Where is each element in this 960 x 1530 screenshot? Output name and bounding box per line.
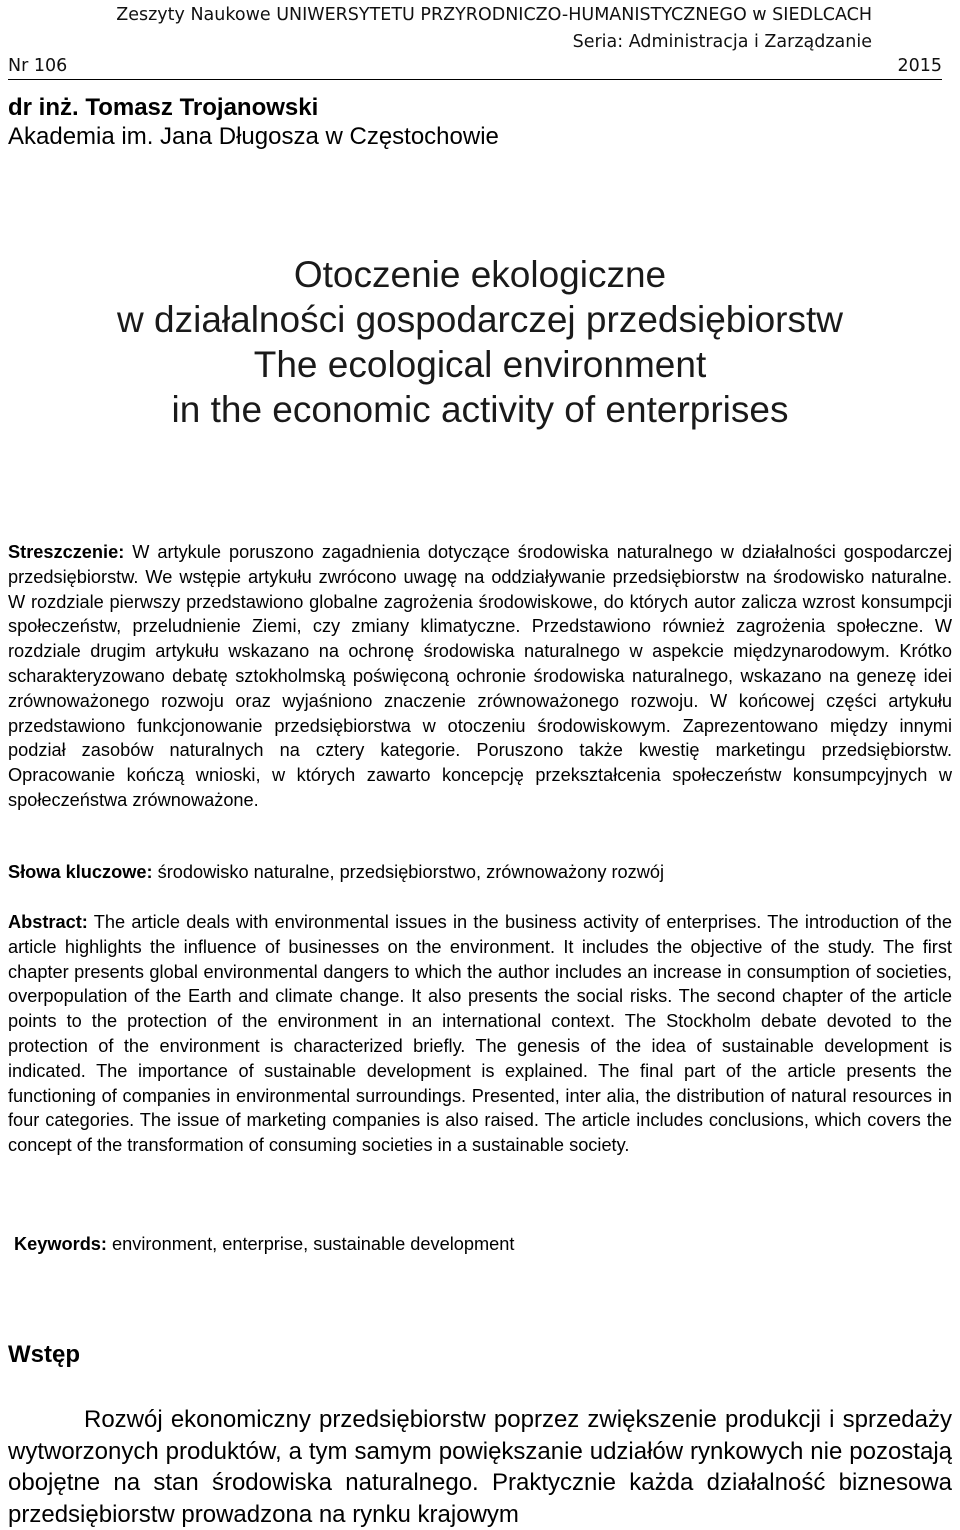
slowa-kluczowe-paragraph [8, 860, 952, 885]
title-en-line1: The ecological environment [253, 344, 707, 385]
streszczenie-label: Streszczenie: [8, 542, 125, 562]
slowa-kluczowe-label: Słowa kluczowe: [8, 862, 153, 882]
intro-paragraph: Rozwój ekonomiczny przedsiębiorstw poprzez zwiększenie produkcji i sprzedaży wytworzonych produktów, a tym samym powiększanie udziałów rynkowych nie pozostają obojętne na stan środowiska naturalnego. Praktycznie każda działalność biznesowa przedsiębiorstw prowadzona na rynku krajowym [8, 1406, 952, 1528]
journal-header [116, 2, 872, 56]
issue-row [8, 53, 942, 80]
abstract-label: Abstract: [8, 912, 88, 932]
keywords-text: environment, enterprise, sustainable development [112, 1234, 515, 1254]
title-pl-line2: w działalności gospodarczej przedsiębiorstw [117, 299, 843, 340]
author-block [8, 93, 499, 151]
title-en-line2: in the economic activity of enterprises [171, 389, 789, 430]
journal-series: Seria: Administracja i Zarządzanie [572, 32, 872, 52]
streszczenie-paragraph [8, 540, 952, 813]
author-affiliation: Akademia im. Jana Długosza w Częstochowie [8, 123, 499, 150]
author-name: dr inż. Tomasz Trojanowski [8, 94, 319, 121]
keywords-label: Keywords: [14, 1234, 107, 1254]
keywords-paragraph [14, 1232, 958, 1257]
streszczenie-text: W artykule poruszono zagadnienia dotyczące środowiska naturalnego w działalności gospodarczej przedsiębiorstw. We wstępie artykułu zwrócono uwagę na oddziaływanie przedsiębiorstw na środowisko naturalne. W rozdziale pierwszy przedstawiono globalne zagrożenia środowiskowe, do których autor zalicza wzrost konsumpcji społeczeństw, przeludnienie Ziemi, czy zmiany klimatyczne. Przedstawiono również zagrożenia społeczne. W rozdziale drugim artykułu wskazano na ochronę środowiska naturalnego w aspekcie międzynarodowym. Krótko scharakteryzowano debatę sztokholmską poświęconą ochronie środowiska naturalnego, wskazano na genezę idei zrównoważonego rozwoju oraz wyjaśniono znaczenie zrównoważonego rozwoju. W końcowej części artykułu przedstawiono funkcjonowanie przedsiębiorstwa w otoczeniu środowiskowym. Zaprezentowano między innymi podział zasobów naturalnych na cztery kategorie. Poruszono także kwestię marketingu przedsiębiorstw. Opracowanie kończą wnioski, w których zawarto koncepcję przekształcenia społeczeństw konsumpcyjnych w społeczeństwa zrównoważone. [8, 542, 952, 810]
issue-number: Nr 106 [8, 56, 68, 76]
section-heading: Wstęp [8, 1341, 80, 1368]
issue-year: 2015 [897, 56, 942, 76]
title-pl-line1: Otoczenie ekologiczne [293, 254, 667, 295]
slowa-kluczowe-text: środowisko naturalne, przedsiębiorstwo, zrównoważony rozwój [157, 862, 665, 882]
abstract-text: The article deals with environmental issues in the business activity of enterprises. The introduction of the article highlights the influence of businesses on the environment. It includes the objective of the study. The first chapter presents global environmental dangers to which the author includes an increase in consumption of societies, overpopulation of the Earth and climate change. It also presents the social risks. The second chapter of the article points to the protection of the environment in an international context. The Stockholm debate devoted to the protection of the environment is characterized briefly. The genesis of the idea of sustainable development is indicated. The importance of sustainable development is explained. The final part of the article presents the functioning of companies in environmental surroundings. Presented, inter alia, the distribution of natural resources in four categories. The issue of marketing companies is also raised. The article includes conclusions, which covers the concept of the transformation of consuming societies in a sustainable society. [8, 912, 952, 1156]
article-title [0, 252, 960, 432]
abstract-paragraph [8, 910, 952, 1158]
journal-name: Zeszyty Naukowe UNIWERSYTETU PRZYRODNICZO-HUMANISTYCZNEGO w SIEDLCACH [116, 5, 872, 25]
